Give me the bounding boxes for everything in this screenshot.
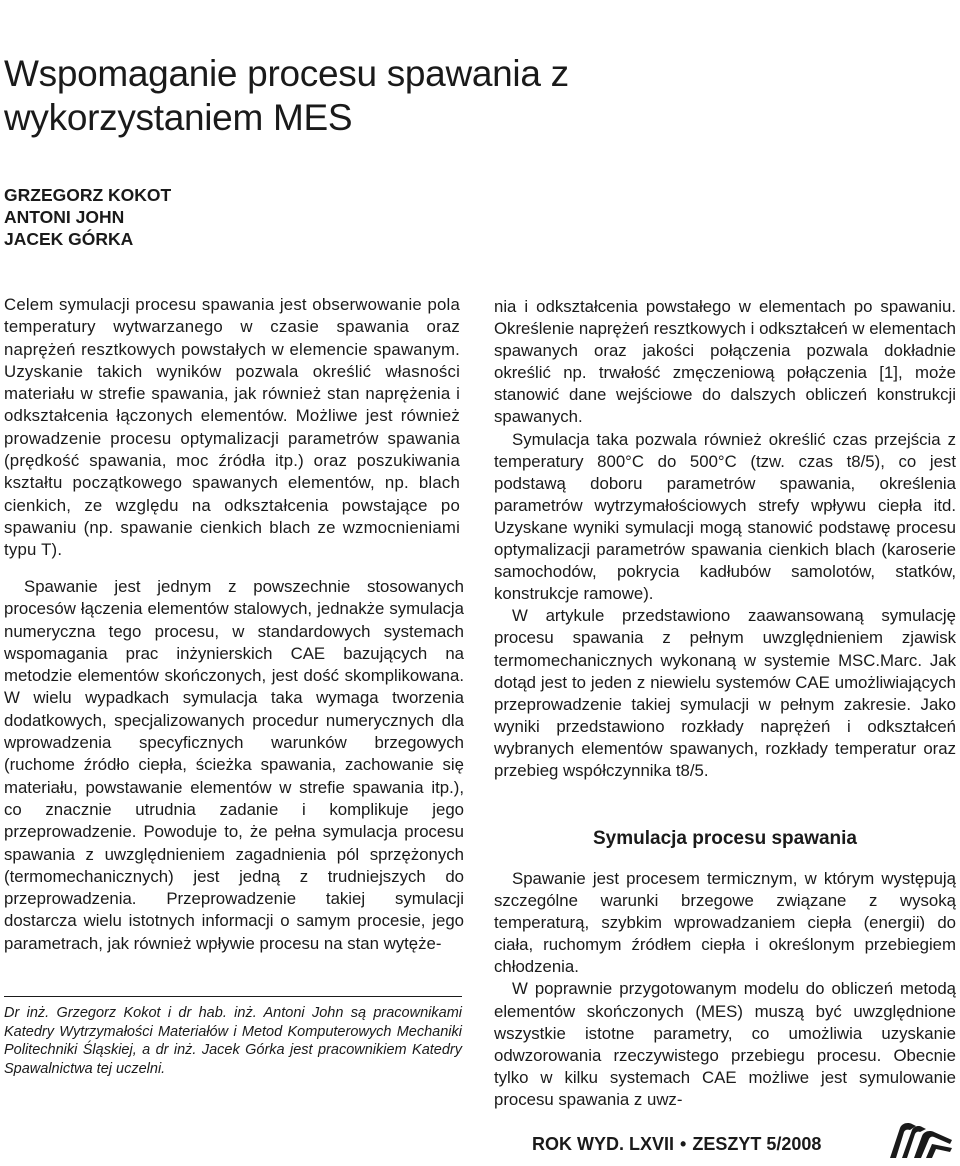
body-paragraph: Symulacja taka pozwala również określić czas przejścia z temperatury 800°C do 500°C (tzw. czas t8/5), co jest podstawą doboru parametrów spawania, określenia parametrów wytrzymałościowych strefy wpływu ciepła itd. Uzyskane wyniki symulacji mogą stanowić podstawę procesu optymalizacji parametrów spawania cienkich blach (karoserie samochodów, pokrycia kadłubów samolotów, statków, konstrukcje ramowe). <box>494 429 956 604</box>
issue-year: ROK WYD. LXVII <box>532 1134 675 1154</box>
lead-text: Celem symulacji procesu spawania jest obserwowanie pola temperatury wytwarzanego w czasie spawania oraz naprężeń resztkowych powstałych w elemencie spawanym. Uzyskanie takich wyników pozwala określić własności materiału w strefie spawania, jak również stan naprężenia i odkształcenia łączonych elementów. Możliwe jest również prowadzenie procesu optymalizacji parametrów spawania (prędkość spawania, moc źródła itp.) oraz poszukiwania kształtu początkowego spawanych elementów, np. blach cienkich, ze względu na odkształcenia powstające po spawaniu (np. spawanie cienkich blach ze wzmocnieniami typu T). <box>4 295 460 560</box>
right-column-body <box>494 296 956 782</box>
article-title: Wspomaganie procesu spawania z wykorzystaniem MES <box>4 53 569 138</box>
author-name: ANTONI JOHN <box>4 207 125 227</box>
author-name: JACEK GÓRKA <box>4 229 134 249</box>
body-paragraph: nia i odkształcenia powstałego w elementach po spawaniu. Określenie naprężeń resztkowych i odkształceń w elementach spawanych oraz jakości połączenia pozwala dokładnie określić np. trwałość zmęczeniową połączenia [1], może stanowić dane wejściowe do dalszych obliczeń konstrukcji spawanych. <box>494 297 956 427</box>
section-heading: Symulacja procesu spawania <box>592 828 857 849</box>
left-column-body <box>4 576 464 955</box>
author-name: GRZEGORZ KOKOT <box>4 185 172 205</box>
lead-paragraph <box>4 294 460 562</box>
bullet-separator: • <box>680 1134 687 1154</box>
footnote-divider <box>4 996 462 997</box>
issue-footer <box>532 1134 821 1155</box>
body-paragraph: W artykule przedstawiono zaawansowaną symulację procesu spawania z pełnym uwzględnieniem zjawisk termomechanicznych wykonaną w systemie MSC.Marc. Jak dotąd jest to jeden z niewielu systemów CAE umożliwiających przeprowadzenie takiej symulacji w pełnym zakresie. Jako wyniki przedstawiono rozkłady naprężeń i odkształceń wybranych elementów spawanych, rozkłady temperatur oraz przebieg współczynnika t8/5. <box>494 606 956 780</box>
author-list <box>4 184 171 250</box>
body-paragraph: Spawanie jest procesem termicznym, w którym występują szczególne warunki brzegowe związane z wysoką temperaturą, szybkim wprowadzaniem ciepła (energii) do ciała, ruchomym źródłem ciepła i określonym przebiegiem chłodzenia. <box>494 869 956 977</box>
publisher-logo-icon <box>886 1118 956 1162</box>
issue-number: ZESZYT 5/2008 <box>692 1134 822 1154</box>
author-footnote: Dr inż. Grzegorz Kokot i dr hab. inż. Antoni John są pracownikami Katedry Wytrzymałości Materiałów i Metod Komputerowych Mechaniki Politechniki Śląskiej, a dr inż. Jacek Górka jest pracownikiem Katedry Spawalnictwa tej uczelni. <box>4 1005 462 1077</box>
body-paragraph: Spawanie jest jednym z powszechnie stosowanych procesów łączenia elementów stalowych, jednakże symulacja numeryczna tego procesu, w standardowych systemach wspomagania prac inżynierskich CAE bazujących na metodzie elementów skończonych, jest dość skomplikowana. W wielu wypadkach symulacja taka wymaga tworzenia dodatkowych, specjalizowanych procedur numerycznych dla wprowadzenia specyficznych warunków brzegowych (ruchome źródło ciepła, ścieżka spawania, zachowanie się materiału, powstawanie elementów w strefie spawania itp.), co znacznie utrudnia zadanie i komplikuje jego przeprowadzenie. Powoduje to, że pełna symulacja procesu spawania z uwzględnieniem zagadnienia pól sprzężonych (termomechanicznych) jest jedną z trudniejszych do przeprowadzenia. Przeprowadzenie takiej symulacji dostarcza wielu istotnych informacji o samym procesie, jego parametrach, jak również wpływie procesu na stan wytęże- <box>4 577 464 953</box>
body-paragraph: W poprawnie przygotowanym modelu do obliczeń metodą elementów skończonych (MES) muszą być uwzględnione wszystkie istotne parametry, co umożliwia uzyskanie odwzorowania rzeczywistego przebiegu procesu. Obecnie tylko w kilku systemach CAE możliwe jest symulowanie procesu spawania z uwz- <box>494 979 956 1109</box>
section-body <box>494 868 956 1111</box>
